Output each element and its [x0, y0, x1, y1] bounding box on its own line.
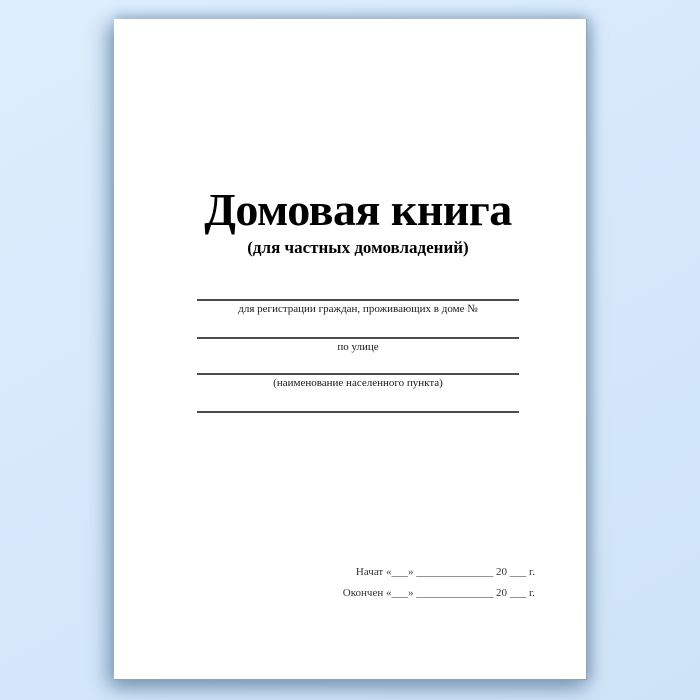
field-caption-street: по улице: [337, 341, 379, 353]
field-caption-settlement: (наименование населенного пункта): [273, 377, 443, 389]
field-caption-house-number: для регистрации граждан, проживающих в доме №: [238, 303, 478, 315]
book-cover-page: [114, 19, 587, 680]
field-street: [197, 337, 519, 354]
cover-title: Домовая книга: [204, 184, 512, 235]
field-blank-rule: [197, 411, 519, 415]
field-house-number: [197, 299, 519, 316]
date-started-row: Начат «___» ______________ 20 ___ г.: [355, 566, 535, 578]
field-caption-blank: [197, 413, 519, 415]
field-settlement: [197, 373, 519, 390]
cover-subtitle: (для частных домовладений): [247, 238, 469, 257]
date-finished-row: Окончен «___» ______________ 20 ___ г.: [342, 587, 535, 599]
date-block: [343, 562, 535, 604]
